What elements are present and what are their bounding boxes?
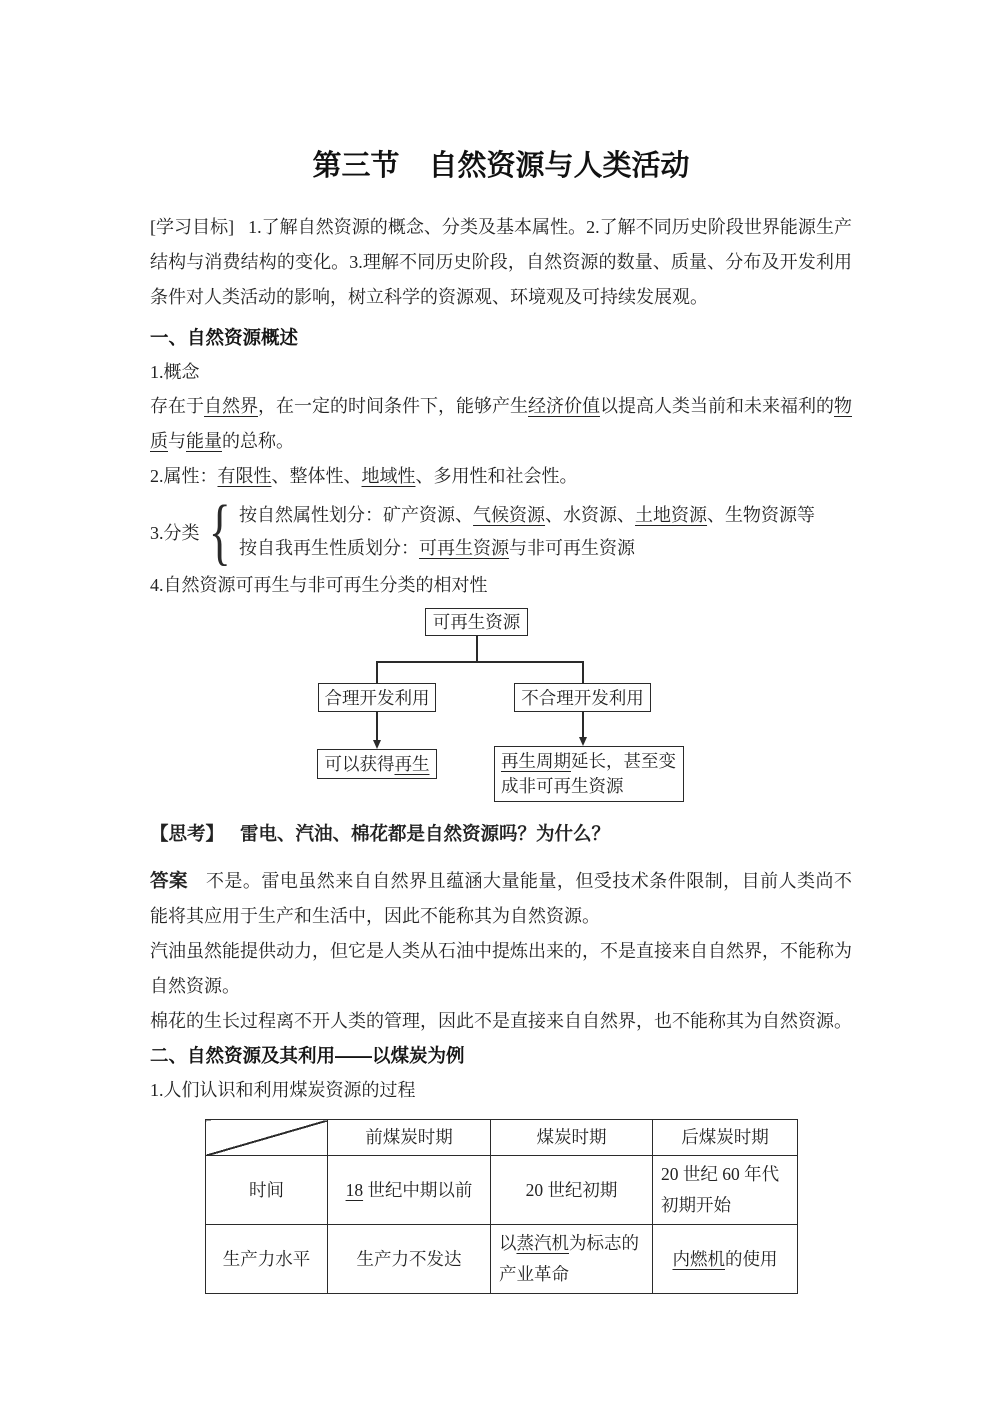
table-row-productivity [206, 1225, 798, 1294]
table-diagonal-cell [206, 1120, 328, 1156]
objectives-label: [学习目标] [150, 217, 235, 237]
coal-periods-table [205, 1119, 798, 1294]
table-cell: 20 世纪初期 [491, 1156, 653, 1225]
flowchart-box-prolonged-cycle: 再生周期延长，甚至变成非可再生资源 [494, 746, 684, 802]
section2-heading: 二、自然资源及其利用——以煤炭为例 [150, 1045, 465, 1066]
answer-text-1: 不是。雷电虽然来自自然界且蕴涵大量能量，但受技术条件限制，目前人类尚不能将其应用于生产和生活中，因此不能称其为自然资源。 [150, 871, 852, 926]
table-header-pre-coal: 前煤炭时期 [328, 1120, 491, 1156]
flowchart-box-irrational-use: 不合理开发利用 [514, 683, 651, 712]
table-cell: 以蒸汽机为标志的产业革命 [491, 1225, 653, 1294]
classification-lines [239, 499, 852, 565]
table-header-row [206, 1120, 798, 1156]
think-question: 雷电、汽油、棉花都是自然资源吗？为什么？ [240, 823, 611, 844]
renewable-resource-flowchart [150, 604, 852, 806]
relativity-line: 4.自然资源可再生与非可再生分类的相对性 [150, 575, 488, 595]
classification-block [150, 491, 852, 573]
table-row-label: 生产力水平 [206, 1225, 328, 1294]
table-row-label: 时间 [206, 1156, 328, 1225]
attributes-line: 2.属性：有限性、整体性、地域性、多用性和社会性。 [150, 466, 578, 486]
classification-line-renewability: 按自我再生性质划分：可再生资源与非可再生资源 [239, 538, 636, 558]
answer-paragraph-1 [150, 863, 852, 934]
flowchart-box-rational-use: 合理开发利用 [318, 683, 436, 712]
connector-vertical-top [476, 636, 478, 661]
classification-line-natural: 按自然属性划分：矿产资源、气候资源、水资源、土地资源、生物资源等 [239, 505, 816, 525]
connector-horizontal-branch [377, 661, 584, 663]
connector-vertical-left [376, 661, 378, 683]
process-label: 1.人们认识和利用煤炭资源的过程 [150, 1080, 416, 1100]
arrow-down-icon [373, 740, 381, 749]
arrow-down-icon [579, 737, 587, 746]
table-header-post-coal: 后煤炭时期 [653, 1120, 798, 1156]
table-cell: 20 世纪 60 年代初期开始 [653, 1156, 798, 1225]
table-row-time [206, 1156, 798, 1225]
table-cell: 内燃机的使用 [653, 1225, 798, 1294]
objectives-text: 1.了解自然资源的概念、分类及基本属性。2.了解不同历史阶段世界能源生产结构与消费结构的变化。3.理解不同历史阶段，自然资源的数量、质量、分布及开发利用条件对人类活动的影响，树立科学的资源观、环境观及可持续发展观。 [150, 217, 852, 307]
concept-label: 1.概念 [150, 362, 200, 382]
connector-vertical-right [582, 661, 584, 683]
arrow-line-right [582, 712, 584, 738]
table-cell: 生产力不发达 [328, 1225, 491, 1294]
arrow-line-left [376, 712, 378, 741]
answer-paragraph-2: 汽油虽然能提供动力，但它是人类从石油中提炼出来的，不是直接来自自然界，不能称为自然资源。 [150, 941, 852, 996]
section1-heading: 一、自然资源概述 [150, 327, 299, 348]
think-line [150, 816, 852, 851]
classification-brace: { [208, 491, 231, 573]
objectives-paragraph [150, 210, 852, 315]
think-label: 【思考】 [150, 823, 225, 844]
answer-paragraph-3: 棉花的生长过程离不开人类的管理，因此不是直接来自自然界，也不能称其为自然资源。 [150, 1011, 852, 1031]
table-header-coal: 煤炭时期 [491, 1120, 653, 1156]
table-cell: 18 世纪中期以前 [328, 1156, 491, 1225]
answer-label: 答案 [150, 870, 188, 891]
classification-label: 3.分类 [150, 523, 200, 543]
concept-text: 存在于自然界，在一定的时间条件下，能够产生经济价值以提高人类当前和未来福利的物质与能量的总称。 [150, 396, 852, 451]
flowchart-box-regain: 可以获得 再生 [317, 749, 437, 779]
page-title: 第三节 自然资源与人类活动 [312, 150, 690, 182]
flowchart-box-renewable: 可再生资源 [425, 608, 528, 636]
